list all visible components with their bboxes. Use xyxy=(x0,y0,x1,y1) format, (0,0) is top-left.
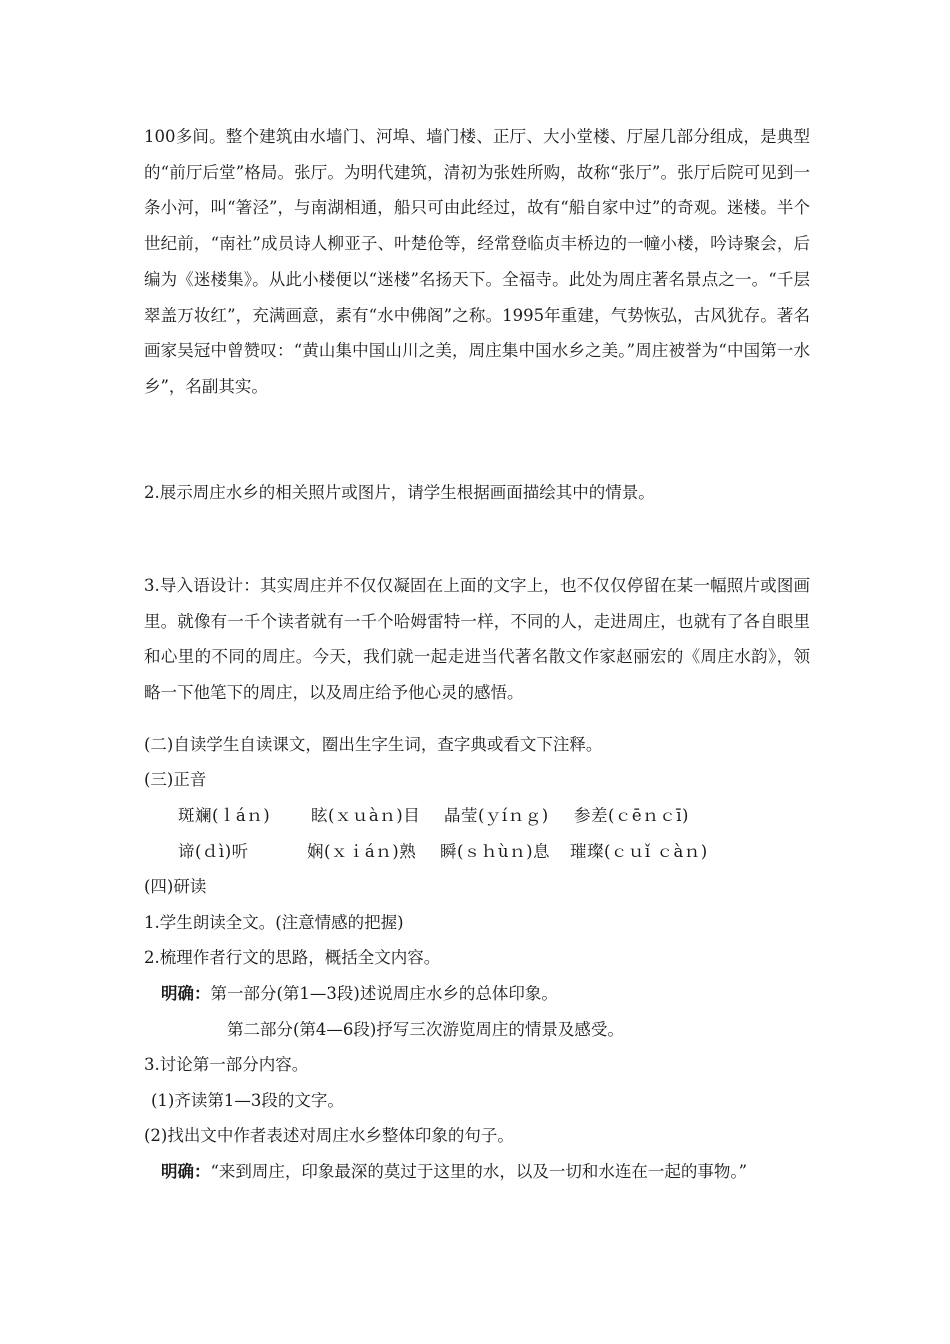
clarify-label: 明确： xyxy=(161,1162,211,1181)
item-3-paragraph: 3.导入语设计：其实周庄并不仅仅凝固在上面的文字上，也不仅仅停留在某一幅照片或图画里。就像有一千个读者就有一千个哈姆雷特一样，不同的人，走进周庄，也就有了各自眼里和心里的不同的周庄。今天，我们就一起走进当代著名散文作家赵丽宏的《周庄水韵》，领略一下他笔下的周庄，以及周庄给予他心灵的感悟。 xyxy=(144,576,810,703)
item-2-text: 2.展示周庄水乡的相关照片或图片，请学生根据画面描绘其中的情景。 xyxy=(144,483,655,502)
clarify-2a-line xyxy=(161,984,558,1004)
vocab-item: 瞬(ｓｈùｎ)息 xyxy=(440,842,551,861)
study-1-text: 1.学生朗读全文。(注意情感的把握) xyxy=(144,913,404,932)
clarify-2a-text: 第一部分(第1—3段)述说周庄水乡的总体印象。 xyxy=(210,984,558,1003)
vocab-item: 晶莹(ｙíｎｇ) xyxy=(444,806,549,825)
vocab-item: 璀璨(ｃｕǐ ｃàｎ) xyxy=(570,842,708,861)
vocab-item: 眩(ｘｕàｎ)目 xyxy=(311,806,421,825)
study-2-text: 2.梳理作者行文的思路，概括全文内容。 xyxy=(144,948,441,967)
vocab-item: 娴(ｘｉáｎ)熟 xyxy=(307,842,417,861)
vocab-item: 谛(ｄì)听 xyxy=(178,842,249,861)
study-3-text: 3.讨论第一部分内容。 xyxy=(144,1055,309,1074)
section-2-heading: (二)自读学生自读课文，圈出生字生词，查字典或看文下注释。 xyxy=(144,735,603,754)
vocab-item: 参差(ｃēｎｃī) xyxy=(574,806,689,825)
clarify-3-line xyxy=(161,1162,747,1182)
study-3-1-text: (1)齐读第1—3段的文字。 xyxy=(151,1091,344,1110)
vocab-item: 斑斓(ｌáｎ) xyxy=(178,806,271,825)
clarify-3-text: “来到周庄，印象最深的莫过于这里的水，以及一切和水连在一起的事物。” xyxy=(210,1162,748,1181)
section-4-heading: (四)研读 xyxy=(144,877,207,896)
intro-paragraph: 100多间。整个建筑由水墙门、河埠、墙门楼、正厅、大小堂楼、厅屋几部分组成，是典型的“前厅后堂”格局。张厅。为明代建筑，清初为张姓所购，故称“张厅”。张厅后院可见到一条小河，叫“箸泾”，与南湖相通，船只可由此经过，故有“船自家中过”的奇观。迷楼。半个世纪前，“南社”成员诗人柳亚子、叶楚伧等，经常登临贞丰桥边的一幢小楼，吟诗聚会，后编为《迷楼集》。从此小楼便以“迷楼”名扬天下。全福寺。此处为周庄著名景点之一。“千层翠盖万妆红”，充满画意，素有“水中佛阁”之称。1995年重建，气势恢弘，古风犹存。著名画家吴冠中曾赞叹：“黄山集中国山川之美，周庄集中国水乡之美。”周庄被誉为“中国第一水乡”，名副其实。 xyxy=(144,127,810,396)
study-3-2-text: (2)找出文中作者表述对周庄水乡整体印象的句子。 xyxy=(144,1126,514,1145)
section-3-heading: (三)正音 xyxy=(144,770,207,789)
clarify-2b-text: 第二部分(第4—6段)抒写三次游览周庄的情景及感受。 xyxy=(227,1020,624,1039)
clarify-label: 明确： xyxy=(161,984,211,1003)
